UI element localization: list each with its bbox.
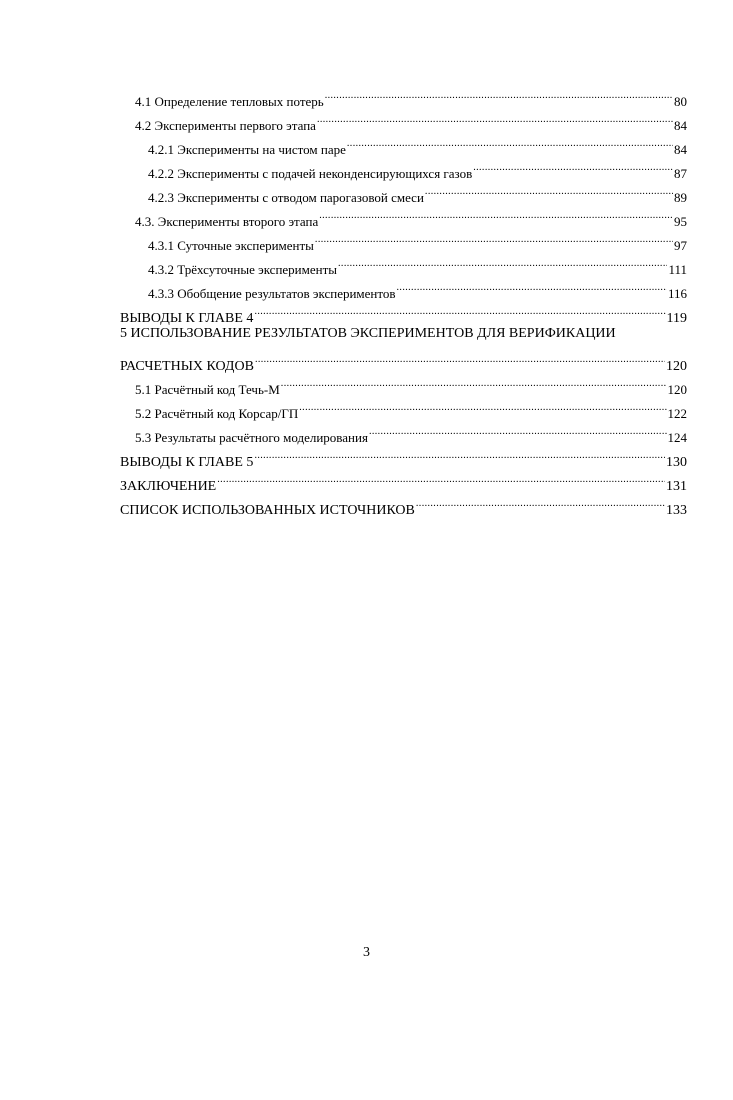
toc-entry-page: 87 xyxy=(674,166,687,181)
toc-entry-page: 124 xyxy=(667,430,687,445)
toc-entry-title: 5.3 Результаты расчётного моделирования xyxy=(135,430,368,445)
toc-leader-dots xyxy=(397,274,667,298)
toc-leader-dots xyxy=(347,130,673,154)
toc-entry-title: 5 ИСПОЛЬЗОВАНИЕ РЕЗУЛЬТАТОВ ЭКСПЕРИМЕНТОВ ДЛЯ ВЕРИФИКАЦИИ xyxy=(120,326,616,341)
toc-leader-dots xyxy=(217,466,665,490)
toc-leader-dots xyxy=(254,442,665,466)
toc-entry-title: 4.2.2 Эксперименты с подачей неконденсирующихся газов xyxy=(148,166,473,181)
toc-entry[interactable] xyxy=(120,346,687,374)
toc-entry-title: 4.3.1 Суточные эксперименты xyxy=(148,238,314,253)
toc-entry-page: 130 xyxy=(666,455,687,470)
toc-entry-title: ВЫВОДЫ К ГЛАВЕ 4 xyxy=(120,311,254,326)
toc-entry-title: 4.3. Эксперименты второго этапа xyxy=(135,214,319,229)
toc-leader-dots xyxy=(281,370,667,394)
table-of-contents xyxy=(120,82,687,518)
toc-leader-dots xyxy=(425,178,673,202)
toc-entry-page: 95 xyxy=(674,214,687,229)
toc-entry-page: 84 xyxy=(674,118,687,133)
toc-entry[interactable] xyxy=(120,322,687,346)
toc-entry-page: 97 xyxy=(674,238,687,253)
toc-entry-page: 89 xyxy=(674,190,687,205)
toc-entry-title: РАСЧЕТНЫХ КОДОВ xyxy=(120,359,254,374)
toc-leader-dots xyxy=(319,202,673,226)
toc-leader-dots xyxy=(369,418,667,442)
toc-entry-title: 5.2 Расчётный код Корсар/ГП xyxy=(135,406,299,421)
toc-entry-page: 120 xyxy=(667,382,687,397)
toc-entry-title: ВЫВОДЫ К ГЛАВЕ 5 xyxy=(120,455,254,470)
toc-leader-dots xyxy=(325,82,673,106)
toc-entry-title: 5.1 Расчётный код Течь-М xyxy=(135,382,280,397)
toc-leader-dots xyxy=(255,346,665,370)
toc-entry-title: 4.2.1 Эксперименты на чистом паре xyxy=(148,142,346,157)
toc-entry-title: 4.3.3 Обобщение результатов экспериментов xyxy=(148,286,396,301)
toc-entry-page: 111 xyxy=(668,262,687,277)
toc-entry-page: 133 xyxy=(666,503,687,518)
toc-entry-title: ЗАКЛЮЧЕНИЕ xyxy=(120,479,217,494)
toc-leader-dots xyxy=(299,394,666,418)
toc-entry-page: 116 xyxy=(667,286,687,301)
toc-leader-dots xyxy=(254,298,665,322)
toc-leader-dots xyxy=(317,106,673,130)
toc-entry-title: 4.2 Эксперименты первого этапа xyxy=(135,118,316,133)
page-number: 3 xyxy=(363,945,370,960)
toc-entry-title: СПИСОК ИСПОЛЬЗОВАННЫХ ИСТОЧНИКОВ xyxy=(120,503,415,518)
toc-entry-page: 84 xyxy=(674,142,687,157)
toc-entry[interactable] xyxy=(120,82,687,109)
toc-leader-dots xyxy=(416,490,665,514)
toc-leader-dots xyxy=(315,226,673,250)
toc-leader-dots xyxy=(473,154,673,178)
toc-entry-title: 4.2.3 Эксперименты с отводом парогазовой смеси xyxy=(148,190,424,205)
toc-entry-page: 80 xyxy=(674,94,687,109)
toc-entry-title: 4.1 Определение тепловых потерь xyxy=(135,94,324,109)
toc-entry-page: 119 xyxy=(666,311,687,326)
toc-entry-title: 4.3.2 Трёхсуточные эксперименты xyxy=(148,262,338,277)
toc-entry-page: 120 xyxy=(666,359,687,374)
toc-leader-dots xyxy=(338,250,667,274)
toc-entry-page: 122 xyxy=(667,406,687,421)
toc-entry-page: 131 xyxy=(666,479,687,494)
